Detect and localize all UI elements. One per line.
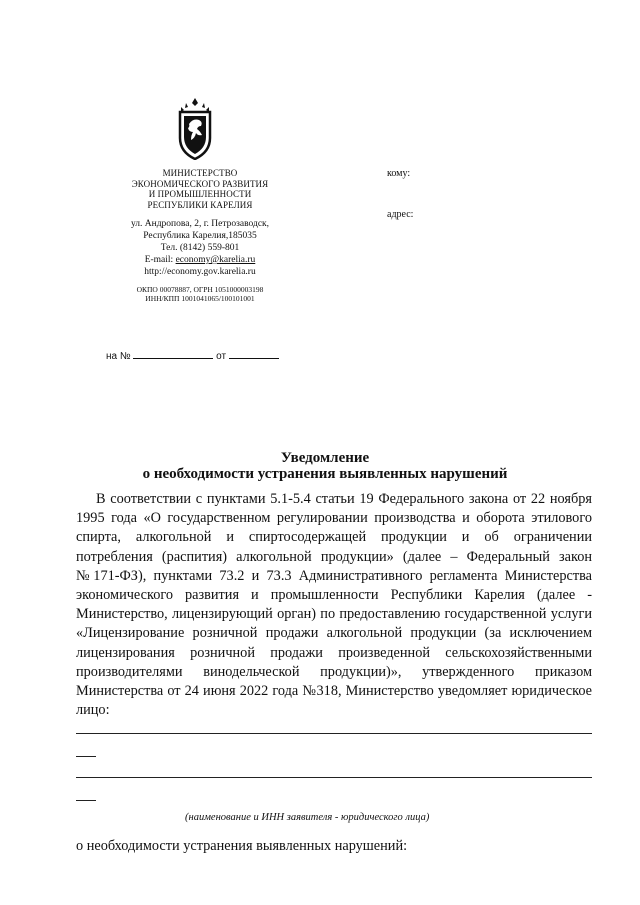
closing-line: о необходимости устранения выявленных нарушений: [76,838,408,854]
applicant-fill-line[interactable] [76,777,592,778]
website-link[interactable]: http://economy.gov.karelia.ru [144,267,256,277]
document-subtitle: о необходимости устранения выявленных нарушений [142,466,508,482]
recipient-address-label: адрес: [387,209,414,220]
applicant-fill-line[interactable] [76,800,96,801]
reference-date-blank[interactable] [229,350,279,359]
phone: Тел. (8142) 559-801 [160,243,240,253]
ministry-contacts: ул. Андропова, 2, г. Петрозаводск, Республика Карелия,185035 Тел. (8142) 559-801 E-mail: economy@karelia.ru http://economy.gov.karelia.ru [110,218,290,278]
recipient-to-label: кому: [387,168,411,179]
reference-line: на № от [106,350,279,362]
karelia-coat-of-arms-icon [172,98,218,160]
applicant-fill-line[interactable] [76,733,592,734]
reference-number-blank[interactable] [133,350,213,359]
notice-body: В соответствии с пунктами 5.1-5.4 статьи 19 Федерального закона от 22 ноября 1995 года «О государственном регулировании производства и оборота этилового спирта, алкогольной и спиртосодержащей продукции и об ограничении потребления (распития) алкогольной продукции» (далее – Федеральный закон №171-ФЗ), пунктами 73.2 и 73.3 Административного регламента Министерства экономического развития и промышленности Республики Карелия (далее - Министерство, лицензирующий орган) по предоставлению государственной услуги «Лицензирование розничной продажи алкогольной продукции (за исключением лицензирования розничной продажи произведенной сельскохозяйственными производителями винодельческой продукции)», утвержденного приказом Министерства от 24 июня 2022 года №318, Министерство уведомляет юридическое лицо: [76,491,592,719]
ministry-name: МИНИСТЕРСТВО ЭКОНОМИЧЕСКОГО РАЗВИТИЯ И ПРОМЫШЛЕННОСТИ РЕСПУБЛИКИ КАРЕЛИЯ [131,168,269,210]
document-title: Уведомление [280,450,370,466]
applicant-fill-line[interactable] [76,756,96,757]
address-line: ул. Андропова, 2, г. Петрозаводск, [130,219,270,229]
email-link[interactable]: economy@karelia.ru [175,255,256,265]
address-line: Республика Карелия,185035 [143,231,257,241]
registration-codes: ОКПО 00078887, ОГРН 1051000003198 ИНН/КПП 1001041065/100101001 [136,285,264,303]
fill-caption: (наименование и ИНН заявителя - юридического лица) [185,812,430,823]
ministry-header [110,168,290,303]
